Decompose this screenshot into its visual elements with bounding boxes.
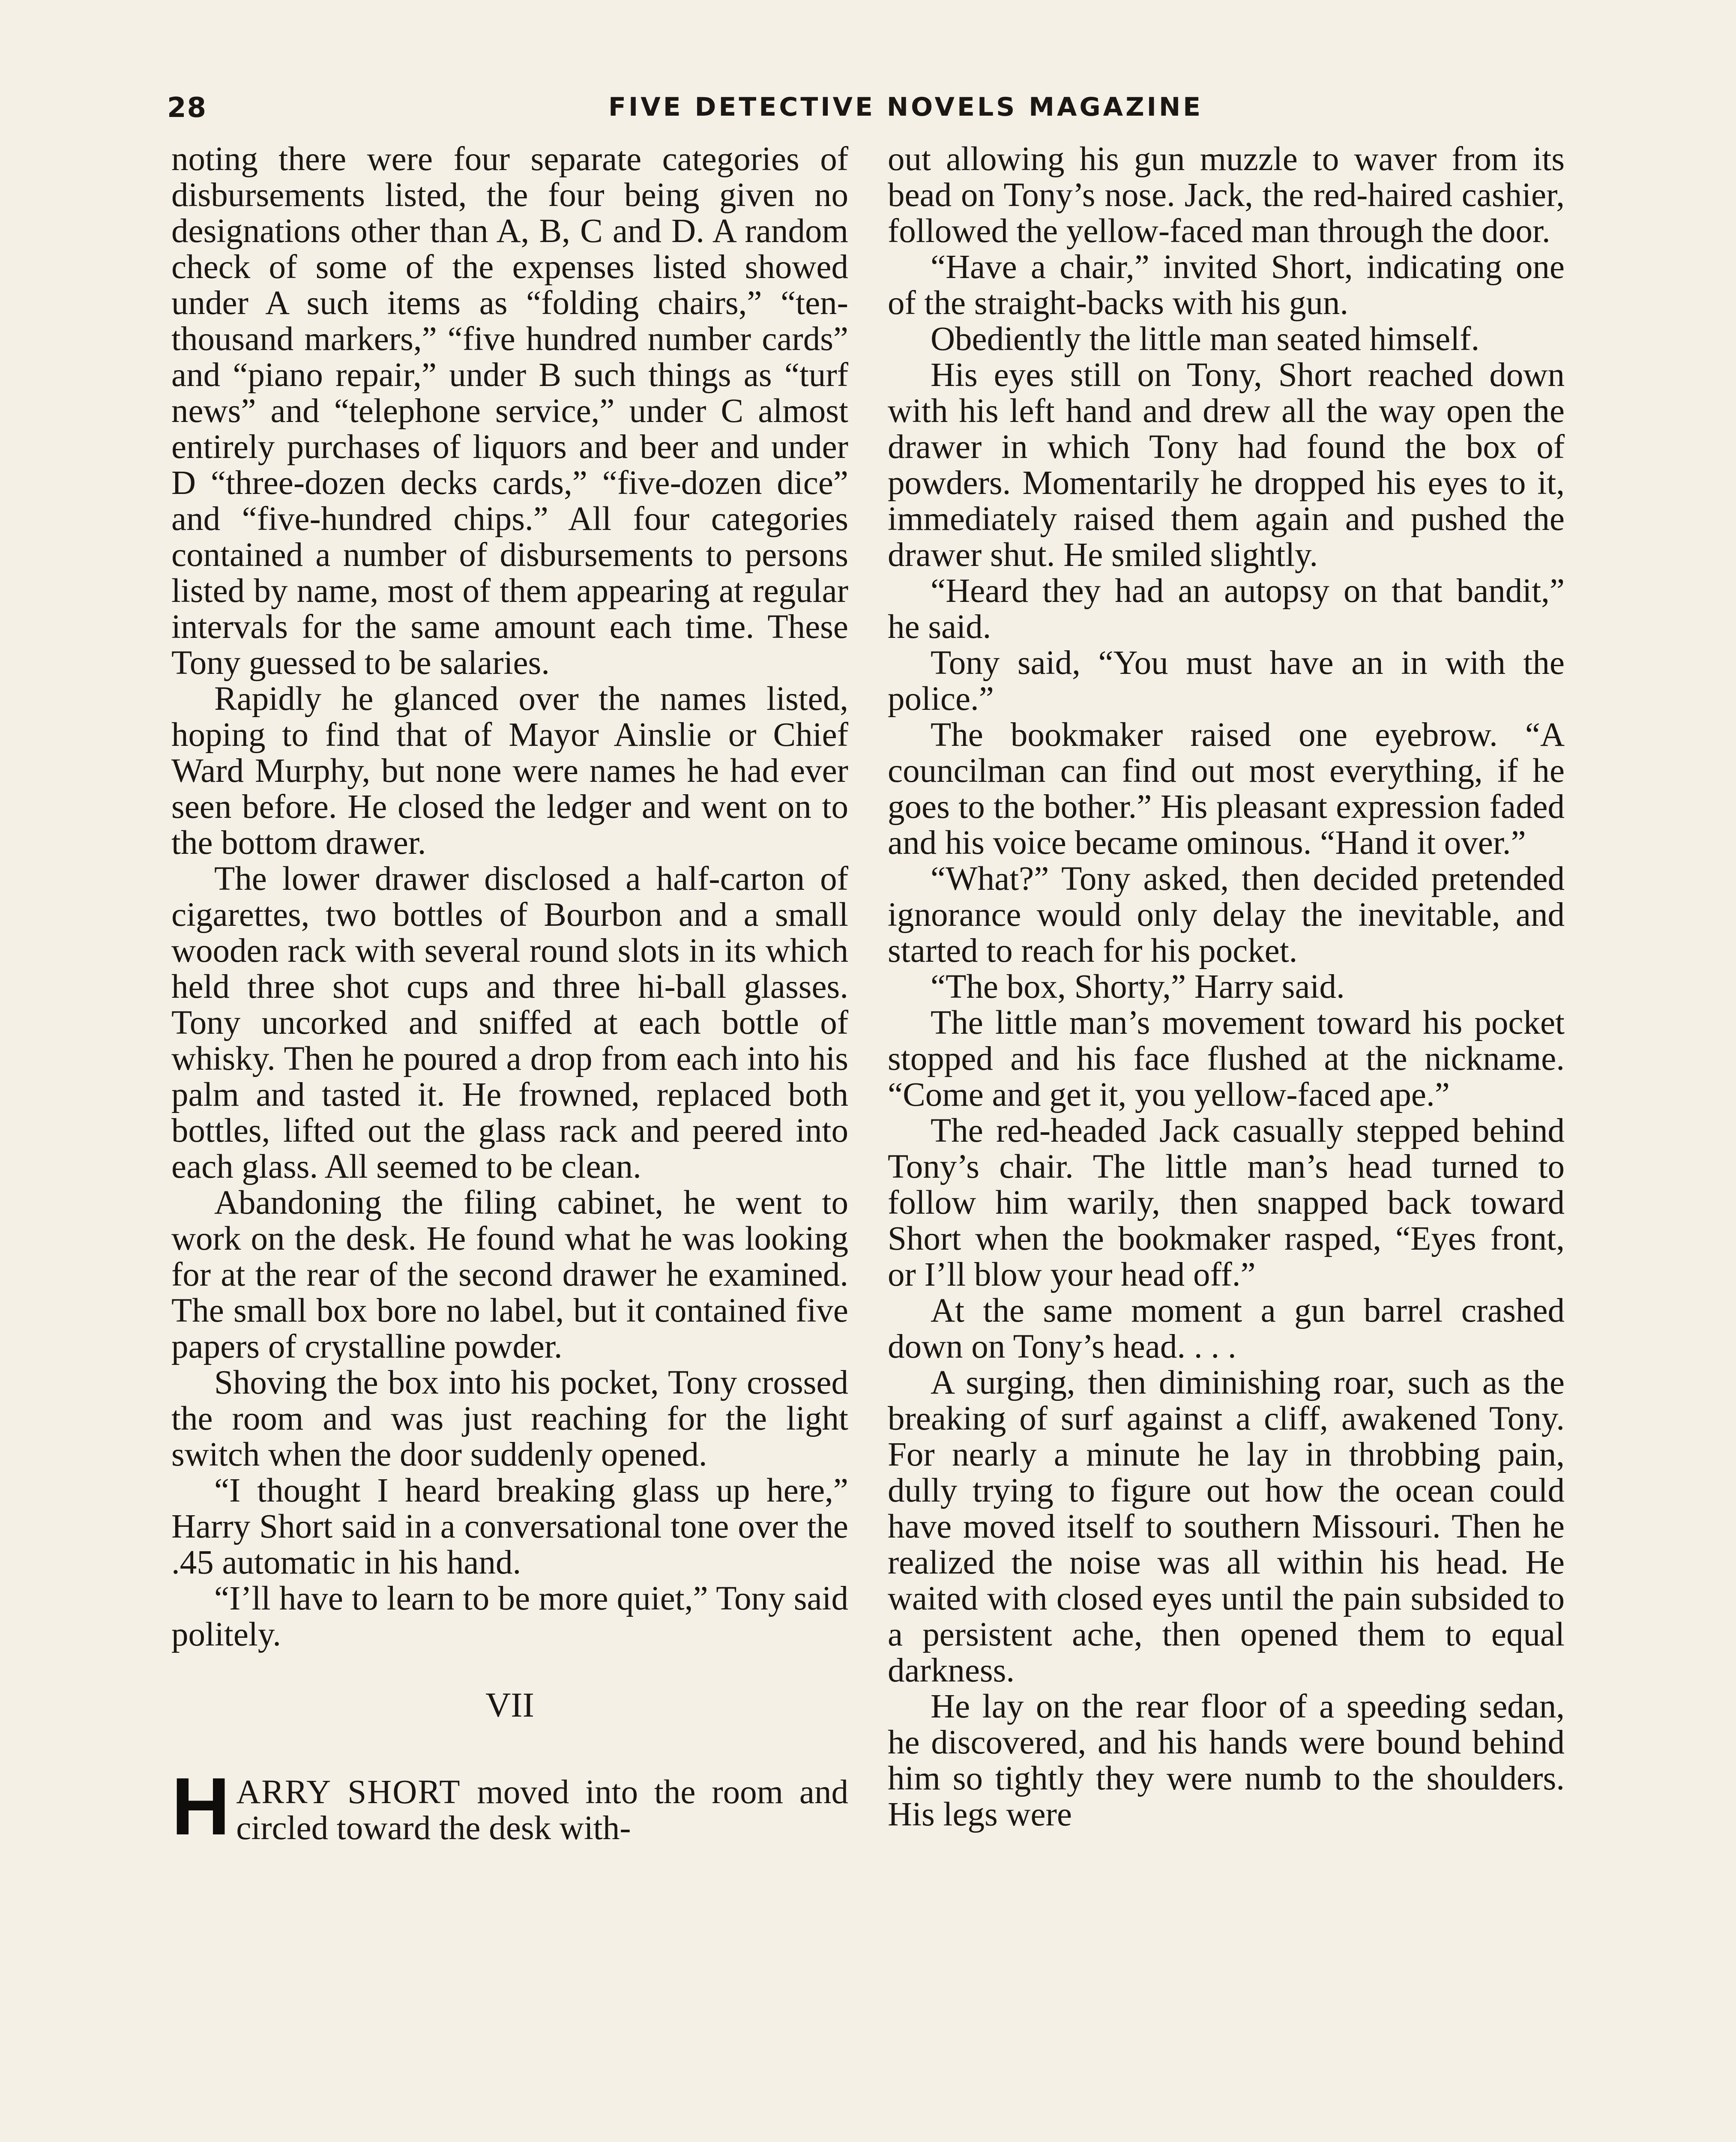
paragraph: “I thought I heard breaking glass up here,” Harry Short said in a conversational tone over the .45 automatic in his hand.	[171, 1472, 848, 1581]
paragraph: At the same moment a gun barrel crashed down on Tony’s head. . . .	[888, 1292, 1565, 1365]
paragraph: “What?” Tony asked, then decided pretended ignorance would only delay the inevitable, and started to reach for his pocket.	[888, 860, 1565, 969]
paragraph: “Heard they had an autopsy on that bandit,” he said.	[888, 572, 1565, 646]
left-column	[171, 141, 848, 1852]
running-head: FIVE DETECTIVE NOVELS MAGAZINE	[608, 92, 1203, 122]
paragraph: noting there were four separate categories of disbursements listed, the four being given no designations other than A, B, C and D. A random check of some of the expenses listed showed under A such items as “folding chairs,” “ten-thousand markers,” “five hundred number cards” and “piano repair,” under B such things as “turf news” and “telephone service,” under C almost entirely purchases of liquors and beer and under D “three-dozen decks cards,” “five-dozen dice” and “five-hundred chips.” All four categories contained a number of disbursements to persons listed by name, most of them appearing at regular intervals for the same amount each time. These Tony guessed to be salaries.	[171, 141, 848, 682]
paragraph: out allowing his gun muzzle to waver from its bead on Tony’s nose. Jack, the red-haired cashier, followed the yellow-faced man through the door.	[888, 141, 1565, 250]
paragraph: Shoving the box into his pocket, Tony crossed the room and was just reaching for the light switch when the door suddenly opened.	[171, 1364, 848, 1473]
paragraph: “The box, Shorty,” Harry said.	[931, 968, 1345, 1005]
paragraph: His eyes still on Tony, Short reached down with his left hand and drew all the way open the drawer in which Tony had found the box of powders. Momentarily he dropped his eyes to it, immediately raised them again and pushed the drawer shut. He smiled slightly.	[888, 356, 1565, 574]
page-header	[167, 92, 1577, 131]
paragraph: He lay on the rear floor of a speeding sedan, he discovered, and his hands were bound behind him so tightly they were numb to the shoulders. His legs were	[888, 1688, 1565, 1833]
paragraph: The little man’s movement toward his pocket stopped and his face flushed at the nickname. “Come and get it, you yellow-faced ape.”	[888, 1004, 1565, 1113]
paragraph: The lower drawer disclosed a half-carton of cigarettes, two bottles of Bourbon and a small wooden rack with several round slots in its which held three shot cups and three hi-ball glasses. Tony uncorked and sniffed at each bottle of whisky. Then he poured a drop from each into his palm and tasted it. He frowned, replaced both bottles, lifted out the glass rack and peered into each glass. All seemed to be clean.	[171, 860, 848, 1185]
chapter-opening-caps: ARRY SHORT	[236, 1774, 461, 1811]
paragraph: Abandoning the filing cabinet, he went to work on the desk. He found what he was looking for at the rear of the second drawer he examined. The small box bore no label, but it contained five papers of crystalline powder.	[171, 1184, 848, 1365]
paragraph: Rapidly he glanced over the names listed, hoping to find that of Mayor Ainslie or Chief Ward Murphy, but none were names he had ever seen before. He closed the ledger and went on to the bottom drawer.	[171, 680, 848, 862]
chapter-heading: VII	[485, 1685, 534, 1724]
page-number: 28	[167, 92, 207, 124]
paragraph: The bookmaker raised one eyebrow. “A councilman can find out most everything, if he goes to the bother.” His pleasant expression faded and his voice became ominous. “Hand it over.”	[888, 716, 1565, 862]
paragraph: “Have a chair,” invited Short, indicating one of the straight-backs with his gun.	[888, 248, 1565, 322]
right-column	[888, 141, 1565, 1833]
paragraph: The red-headed Jack casually stepped behind Tony’s chair. The little man’s head turned to follow him warily, then snapped back toward Short when the bookmaker rasped, “Eyes front, or I’ll blow your head off.”	[888, 1112, 1565, 1293]
paragraph: A surging, then diminishing roar, such as the breaking of surf against a cliff, awakened Tony. For nearly a minute he lay in throbbing pain, dully trying to figure out how the ocean could have moved itself to southern Missouri. Then he realized the noise was all within his head. He waited with closed eyes until the pain subsided to a persistent ache, then opened them to equal darkness.	[888, 1364, 1565, 1689]
paragraph: Obediently the little man seated himself.	[931, 320, 1480, 358]
chapter-opening-text: moved into the room and circled toward the desk with-	[236, 1774, 848, 1847]
drop-cap: H	[171, 1761, 230, 1852]
paragraph: Tony said, “You must have an in with the police.”	[888, 644, 1565, 718]
chapter-opening-paragraph	[171, 1761, 848, 1852]
paragraph: “I’ll have to learn to be more quiet,” Tony said politely.	[171, 1580, 848, 1653]
